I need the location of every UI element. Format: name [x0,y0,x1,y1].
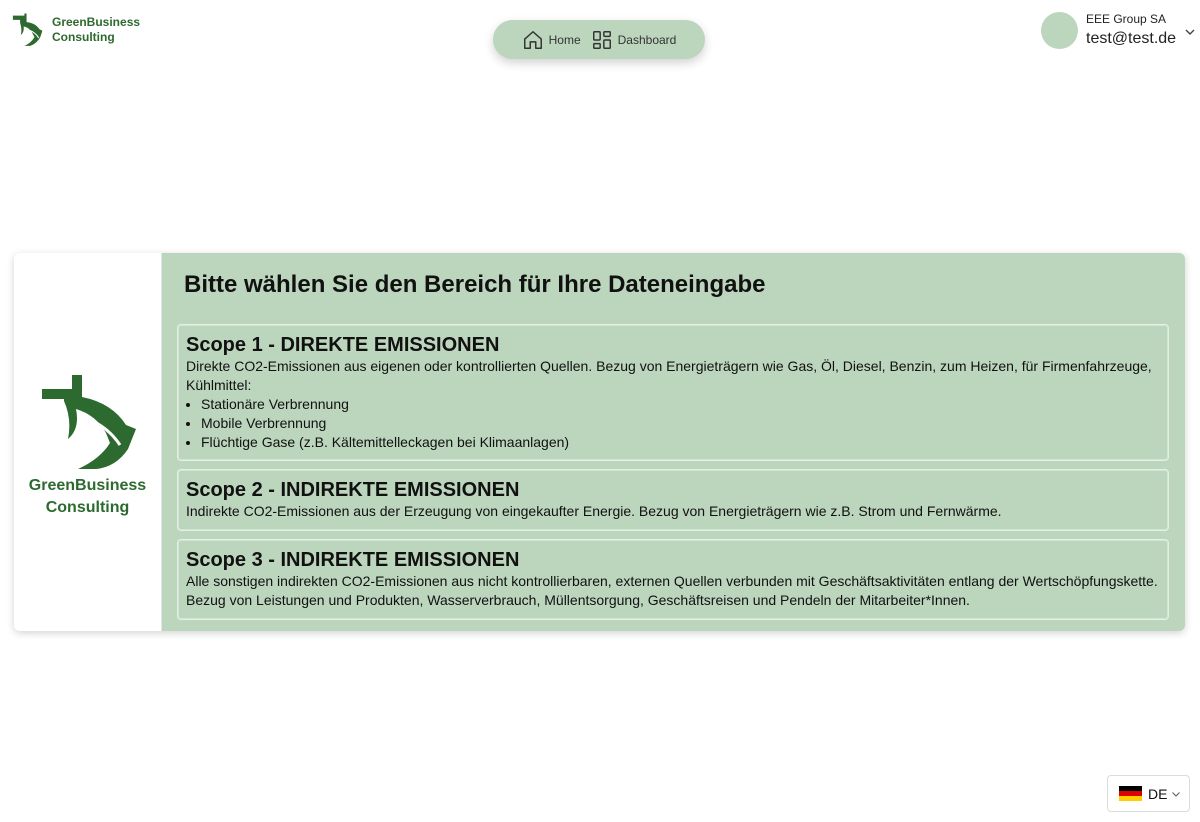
brand-line2: Consulting [52,30,115,44]
top-header [0,0,1200,80]
list-item: • Mobile Verbrennung [201,414,1160,433]
nav-home[interactable] [522,29,581,51]
scope-3-option[interactable] [177,539,1169,620]
card-brand-line1: GreenBusiness [28,477,147,494]
dashboard-icon [591,29,613,51]
list-item: • Stationäre Verbrennung [201,395,1160,414]
scope-1-description: Direkte CO2-Emissionen aus eigenen oder kontrollierten Quellen. Bezug von Energieträgern wie Gas, Öl, Diesel, Benzin, zum Heizen, für Firmenfahrzeuge, Kühlmittel: [186,358,1152,393]
page-title: Bitte wählen Sie den Bereich für Ihre Dateneingabe [184,271,766,298]
list-item: • Flüchtige Gase (z.B. Kältemittelleckagen bei Klimaanlagen) [201,433,1160,452]
user-email: test@test.de [1086,30,1177,47]
brand-name [52,15,140,45]
user-menu[interactable] [1041,12,1196,50]
scope-selection-card [14,253,1185,631]
card-brand-panel [14,253,162,631]
chevron-down-icon[interactable] [1184,26,1196,38]
germany-flag-icon [1119,786,1142,801]
home-icon [522,29,544,51]
brand-line1: GreenBusiness [52,15,141,29]
scope-1-option[interactable] [177,324,1169,461]
scope-1-title: Scope 1 - DIREKTE EMISSIONEN [186,334,500,356]
user-org: EEE Group SA [1086,12,1167,26]
chevron-down-icon [1171,789,1181,799]
language-selector[interactable] [1107,775,1190,812]
user-info [1086,12,1176,50]
scope-2-option[interactable] [177,469,1169,531]
scope-1-list [186,395,1160,452]
brand-logo-link[interactable] [10,12,140,48]
card-content [162,253,1185,631]
scope-2-title: Scope 2 - INDIREKTE EMISSIONEN [186,479,520,501]
nav-dashboard[interactable] [591,29,677,51]
greenbusiness-logo-icon [10,12,46,48]
card-brand-line2: Consulting [45,499,130,516]
scope-3-title: Scope 3 - INDIREKTE EMISSIONEN [186,549,520,571]
scope-3-description: Alle sonstigen indirekten CO2-Emissionen aus nicht kontrollierbaren, externen Quellen verbunden mit Geschäftsaktivitäten entlang der Wertschöpfungskette. Bezug von Leistungen und Produkten, Wasserverbrauch, Müllentsorgung, Geschäftsreisen und Pendeln der Mitarbeiter*Innen. [186,573,1158,608]
language-code: DE [1148,785,1168,802]
card-brand-name [29,475,146,519]
scope-2-description: Indirekte CO2-Emissionen aus der Erzeugung von eingekaufter Energie. Bezug von Energieträgern wie z.B. Strom und Fernwärme. [186,503,1002,519]
nav-dashboard-label: Dashboard [617,32,677,47]
main-nav [493,20,705,59]
greenbusiness-logo-icon [38,371,138,471]
nav-home-label: Home [548,32,581,47]
avatar [1041,12,1078,49]
